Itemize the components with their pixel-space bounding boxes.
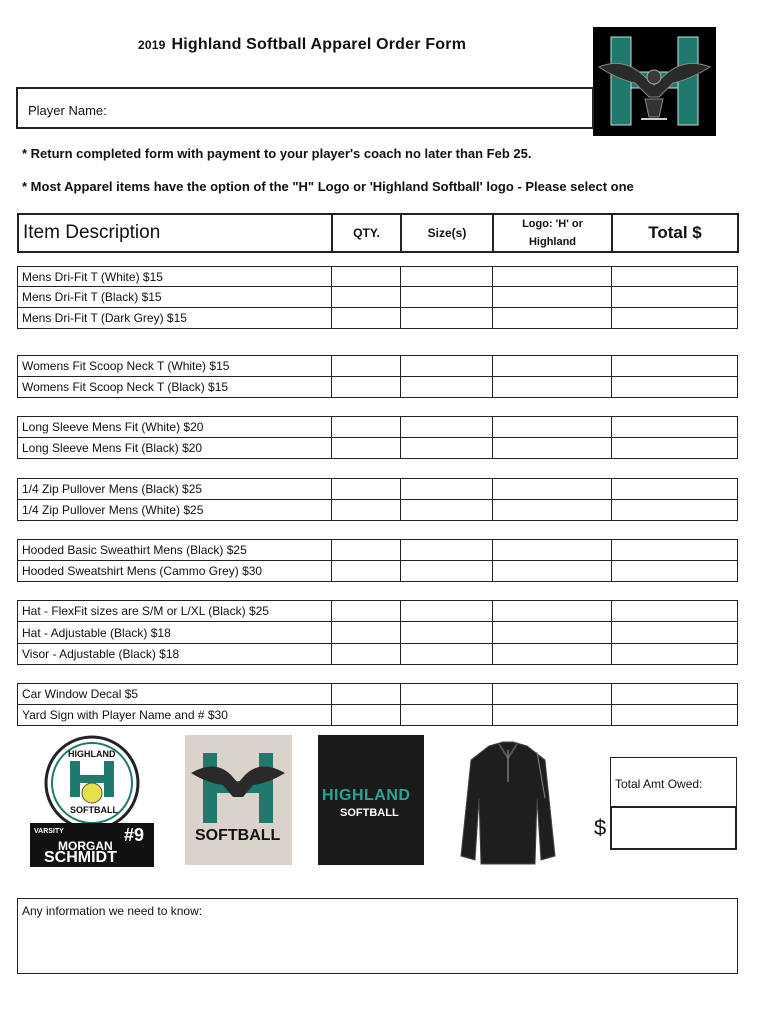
item-description: Long Sleeve Mens Fit (Black) $20: [18, 438, 332, 459]
qty-cell[interactable]: [332, 561, 401, 582]
h-hawk-logo-icon: [593, 27, 716, 136]
total-cell[interactable]: [612, 287, 738, 308]
total-cell[interactable]: [612, 644, 738, 665]
highland-h-logo: [593, 27, 716, 136]
title-year: 2019: [138, 38, 166, 52]
item-description: Mens Dri-Fit T (Dark Grey) $15: [18, 308, 332, 329]
logo-cell[interactable]: [493, 287, 612, 308]
size-cell[interactable]: [401, 267, 493, 287]
table-row: [18, 479, 738, 500]
table-row: [18, 601, 738, 622]
logo-cell[interactable]: [493, 500, 612, 521]
item-group-hooded: [17, 539, 738, 582]
logo-cell[interactable]: [493, 356, 612, 377]
size-cell[interactable]: [401, 622, 493, 644]
logo-cell[interactable]: [493, 417, 612, 438]
logo-cell[interactable]: [493, 601, 612, 622]
item-description: Hooded Basic Sweathirt Mens (Black) $25: [18, 540, 332, 561]
size-cell[interactable]: [401, 438, 493, 459]
size-cell[interactable]: [401, 500, 493, 521]
item-group-womens: [17, 355, 738, 398]
qty-cell[interactable]: [332, 308, 401, 329]
item-description: Long Sleeve Mens Fit (White) $20: [18, 417, 332, 438]
size-cell[interactable]: [401, 705, 493, 726]
header-logo-line2: Highland: [528, 236, 577, 248]
logo-cell[interactable]: [493, 561, 612, 582]
item-description: Mens Dri-Fit T (Black) $15: [18, 287, 332, 308]
qty-cell[interactable]: [332, 644, 401, 665]
qty-cell[interactable]: [332, 377, 401, 398]
header-logo-line1: Logo: 'H' or: [522, 218, 583, 230]
item-group-mens-drifit: [17, 266, 738, 329]
total-cell[interactable]: [612, 705, 738, 726]
size-cell[interactable]: [401, 561, 493, 582]
table-row: [18, 417, 738, 438]
table-row: [18, 267, 738, 287]
size-cell[interactable]: [401, 308, 493, 329]
table-row: [18, 438, 738, 459]
item-description: Womens Fit Scoop Neck T (White) $15: [18, 356, 332, 377]
total-cell[interactable]: [612, 479, 738, 500]
item-description: Mens Dri-Fit T (White) $15: [18, 267, 332, 287]
total-cell[interactable]: [612, 540, 738, 561]
yard-sign-top-text: HIGHLAND: [68, 749, 116, 759]
header-sizes: Size(s): [401, 214, 493, 252]
yard-sign-number: #9: [124, 825, 145, 845]
item-description: Womens Fit Scoop Neck T (Black) $15: [18, 377, 332, 398]
table-row: [18, 684, 738, 705]
qty-cell[interactable]: [332, 287, 401, 308]
total-cell[interactable]: [612, 267, 738, 287]
size-cell[interactable]: [401, 287, 493, 308]
player-name-field[interactable]: [16, 87, 594, 129]
table-row: [18, 644, 738, 665]
item-group-quarter-zip: [17, 478, 738, 521]
total-owed-label: Total Amt Owed:: [615, 777, 703, 791]
dollar-sign: $: [594, 815, 607, 840]
item-description: Hat - FlexFit sizes are S/M or L/XL (Black) $25: [18, 601, 332, 622]
logo-cell[interactable]: [493, 622, 612, 644]
total-cell[interactable]: [612, 561, 738, 582]
table-row: [18, 622, 738, 644]
item-description: 1/4 Zip Pullover Mens (Black) $25: [18, 479, 332, 500]
qty-cell[interactable]: [332, 540, 401, 561]
additional-info-label: Any information we need to know:: [22, 904, 203, 918]
qty-cell[interactable]: [332, 500, 401, 521]
item-description: Hooded Sweatshirt Mens (Cammo Grey) $30: [18, 561, 332, 582]
item-group-long-sleeve: [17, 416, 738, 459]
header-total: Total $: [612, 214, 738, 252]
form-title: [138, 36, 466, 54]
table-row: [18, 377, 738, 398]
total-cell[interactable]: [612, 438, 738, 459]
table-row: [18, 287, 738, 308]
item-description: 1/4 Zip Pullover Mens (White) $25: [18, 500, 332, 521]
qty-cell[interactable]: [332, 622, 401, 644]
total-cell[interactable]: [612, 684, 738, 705]
table-row: [18, 356, 738, 377]
item-description: Visor - Adjustable (Black) $18: [18, 644, 332, 665]
qty-cell[interactable]: [332, 684, 401, 705]
total-cell[interactable]: [612, 377, 738, 398]
qty-cell[interactable]: [332, 267, 401, 287]
logo-cell[interactable]: [493, 479, 612, 500]
table-row: [18, 500, 738, 521]
highland-shirt-line2: SOFTBALL: [340, 807, 399, 819]
highland-shirt-image: [318, 735, 424, 865]
table-row: [18, 561, 738, 582]
highland-shirt-line1: HIGHLAND: [322, 787, 411, 804]
header-qty: QTY.: [332, 214, 401, 252]
table-row: [18, 705, 738, 726]
yard-sign-varsity: VARSITY: [34, 828, 64, 835]
size-cell[interactable]: [401, 417, 493, 438]
header-logo: [493, 214, 612, 252]
size-cell[interactable]: [401, 356, 493, 377]
return-note: * Return completed form with payment to your player's coach no later than Feb 25.: [22, 146, 532, 161]
header-item-description: Item Description: [18, 214, 332, 252]
h-logo-shirt-image: [185, 735, 292, 865]
total-amount-field[interactable]: [610, 806, 737, 850]
logo-cell[interactable]: [493, 644, 612, 665]
total-cell[interactable]: [612, 622, 738, 644]
additional-info-field[interactable]: [17, 898, 738, 974]
qty-cell[interactable]: [332, 417, 401, 438]
yard-sign-bottom-text: SOFTBALL: [70, 805, 118, 815]
pullover-icon: [459, 738, 557, 865]
logo-option-note: * Most Apparel items have the option of the "H" Logo or 'Highland Softball' logo - Please select one: [22, 179, 634, 194]
logo-cell[interactable]: [493, 267, 612, 287]
total-cell[interactable]: [612, 356, 738, 377]
size-cell[interactable]: [401, 479, 493, 500]
total-cell[interactable]: [612, 601, 738, 622]
qty-cell[interactable]: [332, 705, 401, 726]
qty-cell[interactable]: [332, 356, 401, 377]
logo-cell[interactable]: [493, 308, 612, 329]
order-table-header: [17, 213, 739, 253]
h-logo-shirt-text: SOFTBALL: [195, 827, 281, 844]
total-cell[interactable]: [612, 500, 738, 521]
size-cell[interactable]: [401, 644, 493, 665]
item-description: Car Window Decal $5: [18, 684, 332, 705]
qty-cell[interactable]: [332, 438, 401, 459]
qty-cell[interactable]: [332, 479, 401, 500]
size-cell[interactable]: [401, 684, 493, 705]
size-cell[interactable]: [401, 601, 493, 622]
logo-cell[interactable]: [493, 540, 612, 561]
qty-cell[interactable]: [332, 601, 401, 622]
table-row: [18, 540, 738, 561]
h-logo-shirt-icon: [185, 735, 292, 865]
item-description: Hat - Adjustable (Black) $18: [18, 622, 332, 644]
total-cell[interactable]: [612, 308, 738, 329]
yard-sign-image: [28, 735, 156, 868]
size-cell[interactable]: [401, 377, 493, 398]
size-cell[interactable]: [401, 540, 493, 561]
total-owed-box: [610, 757, 737, 807]
table-row: [18, 308, 738, 329]
total-cell[interactable]: [612, 417, 738, 438]
title-text: Highland Softball Apparel Order Form: [171, 36, 467, 53]
logo-cell[interactable]: [493, 705, 612, 726]
quarter-zip-image: [459, 738, 557, 865]
yard-sign-first-name: MORGAN: [58, 839, 113, 853]
logo-cell[interactable]: [493, 684, 612, 705]
logo-cell[interactable]: [493, 438, 612, 459]
yard-sign-last-name: SCHMIDT: [44, 849, 117, 866]
player-name-label: Player Name:: [28, 103, 107, 118]
item-group-hats: [17, 600, 738, 665]
logo-cell[interactable]: [493, 377, 612, 398]
item-group-decals: [17, 683, 738, 726]
item-description: Yard Sign with Player Name and # $30: [18, 705, 332, 726]
